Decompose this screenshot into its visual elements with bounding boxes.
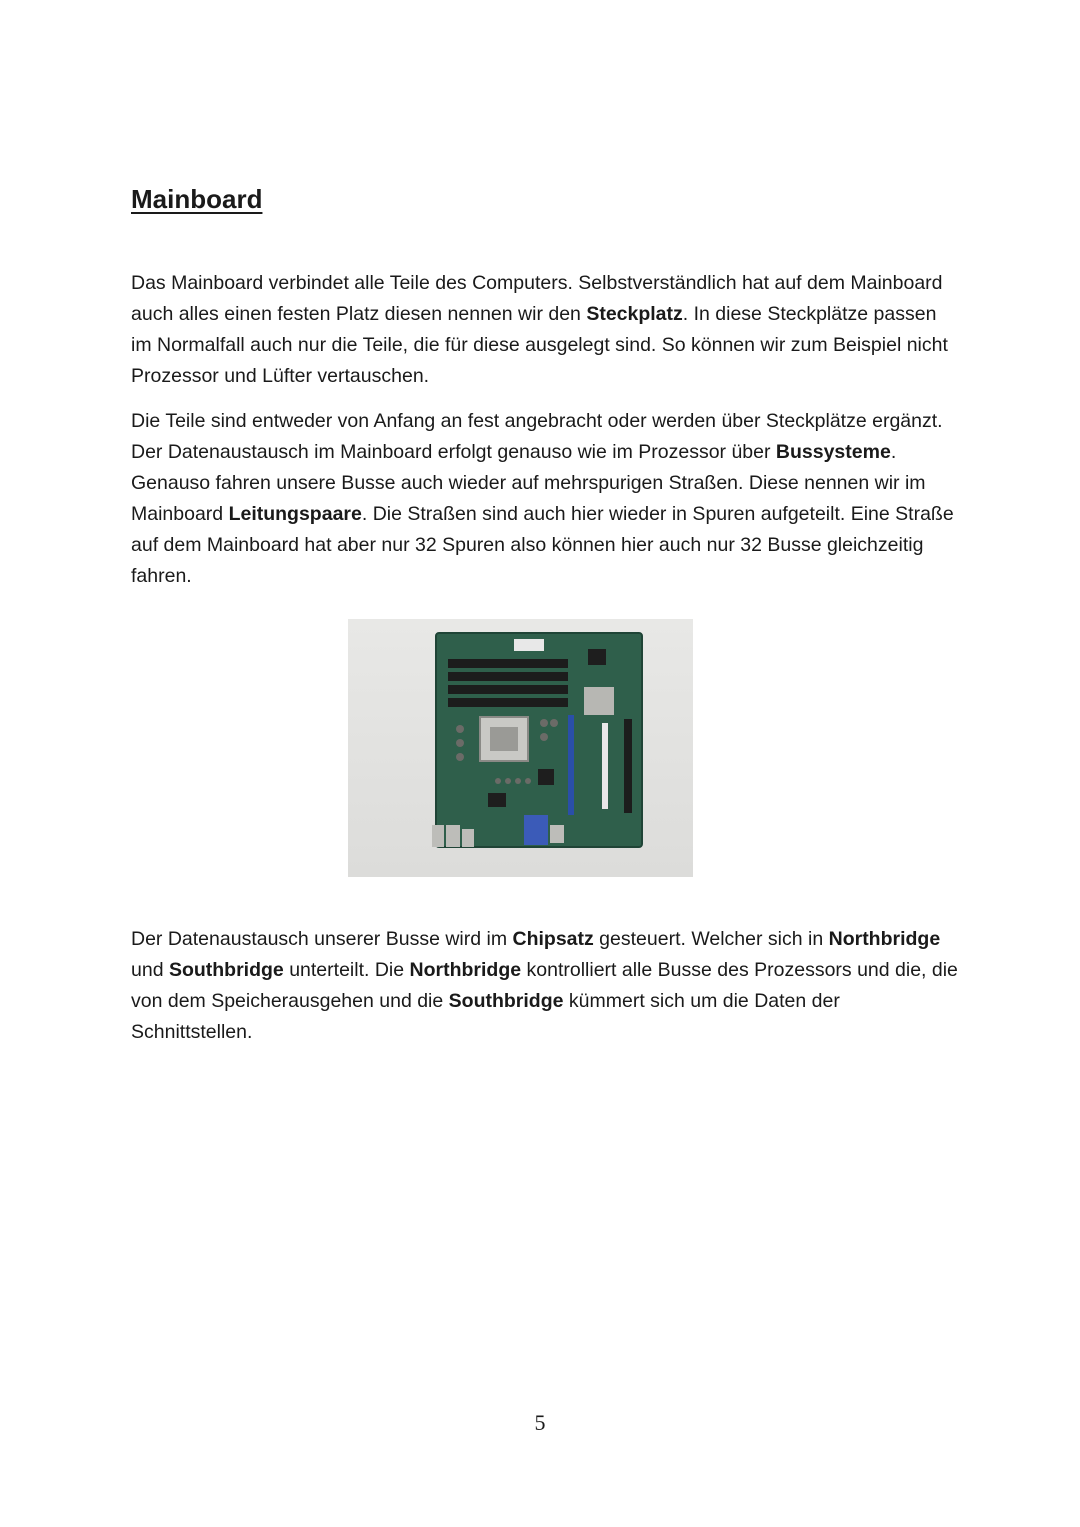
io-port (432, 825, 444, 847)
power-connector (514, 639, 544, 651)
chipset-heatsink (584, 687, 614, 715)
bold-term: Steckplatz (586, 303, 683, 325)
paragraph-steckplatz: Das Mainboard verbindet alle Teile des Computers. Selbstverständlich hat auf dem Mainboard auch alles einen festen Platz diesen nennen wir den Steckplatz. In diese Steckplätze passen im Normalfall auch nur die Teile, die für diese ausgelegt sind. So können wir zum Beispiel nicht Prozessor und Lüfter vertauschen. (131, 272, 948, 387)
pcie-slot (568, 715, 574, 815)
ram-slot (448, 672, 568, 681)
bold-term: Northbridge (409, 959, 522, 981)
io-port (462, 829, 474, 847)
mainboard-illustration (348, 619, 693, 877)
vga-port (524, 815, 548, 845)
bold-term: Bussysteme (775, 441, 891, 463)
bold-term: Southbridge (168, 959, 284, 981)
io-port (446, 825, 460, 847)
bold-term: Northbridge (828, 928, 941, 950)
page-number: 5 (534, 1410, 546, 1435)
bold-term: Chipsatz (512, 928, 594, 950)
page-title: Mainboard (131, 184, 263, 214)
bold-term: Leitungspaare (228, 503, 362, 525)
paragraph-bussysteme: Die Teile sind entweder von Anfang an fest angebracht oder werden über Steckplätze ergänzt. Der Datenaustausch im Mainboard erfolgt genauso wie im Prozessor über Bussysteme. Genauso fahren unsere Busse auch wieder auf mehrspurigen Straßen. Diese nennen wir im Mainboard Leitungspaare. Die Straßen sind auch hier wieder in Spuren aufgeteilt. Eine Straße auf dem Mainboard hat aber nur 32 Spuren also können hier auch nur 32 Busse gleichzeitig fahren. (131, 410, 954, 587)
io-port (550, 825, 564, 843)
paragraph-chipsatz: Der Datenaustausch unserer Busse wird im Chipsatz gesteuert. Welcher sich in Northbridge und Southbridge unterteilt. Die Northbridge kontrolliert alle Busse des Prozessors und die, die von dem Speicherausgehen und die Southbridge kümmert sich um die Daten der Schnittstellen. (131, 928, 958, 1043)
mainboard-photo (348, 619, 693, 877)
ram-slot (448, 659, 568, 668)
bold-term: Southbridge (448, 990, 564, 1012)
ram-slot (448, 685, 568, 694)
ram-slot (448, 698, 568, 707)
pcie-slot (624, 719, 632, 813)
pci-slot (602, 723, 608, 809)
